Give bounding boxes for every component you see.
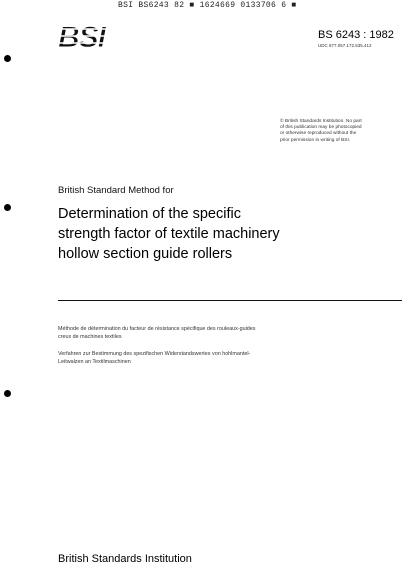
- punch-hole: [4, 390, 11, 397]
- french-title-line: Méthode de détermination du facteur de résistance spécifique des rouleaux-guides: [58, 326, 256, 332]
- title-line: strength factor of textile machinery: [58, 226, 280, 242]
- copyright-line: prior permission in writing of BSI.: [280, 137, 351, 143]
- french-title: [58, 326, 255, 341]
- udc-classification: UDC 677.057.172.535.412: [318, 43, 372, 48]
- german-title-line: Verfahren zur Bestimmung des spezifischen Widerstandswertes von hohlmantel-: [58, 351, 251, 357]
- german-title: [58, 351, 250, 366]
- copyright-line: © British Standards Institution. No part: [280, 119, 362, 124]
- document-title: [58, 204, 280, 264]
- title-line: Determination of the specific: [58, 206, 241, 222]
- standard-number: BS 6243 : 1982: [318, 29, 394, 41]
- punch-hole: [4, 55, 11, 62]
- document-intro: British Standard Method for: [58, 185, 174, 196]
- copyright-notice: [280, 119, 385, 144]
- scan-header-strip: BSI BS6243 82 ■ 1624669 0133706 6 ■: [118, 1, 297, 10]
- copyright-line: or otherwise reproduced without the: [280, 131, 357, 137]
- french-title-line: creux de machines textiles: [58, 333, 122, 340]
- title-line: hollow section guide rollers: [58, 246, 233, 262]
- publisher-name: British Standards Institution: [58, 553, 192, 565]
- bsi-logo: [58, 20, 108, 52]
- german-title-line: Leitwalzen an Textilmaschinen: [58, 358, 131, 365]
- copyright-line: of this publication may be photocopied: [280, 125, 362, 131]
- bsi-logo-text: BSI: [58, 21, 106, 52]
- punch-hole: [4, 204, 11, 211]
- section-divider: [58, 300, 402, 301]
